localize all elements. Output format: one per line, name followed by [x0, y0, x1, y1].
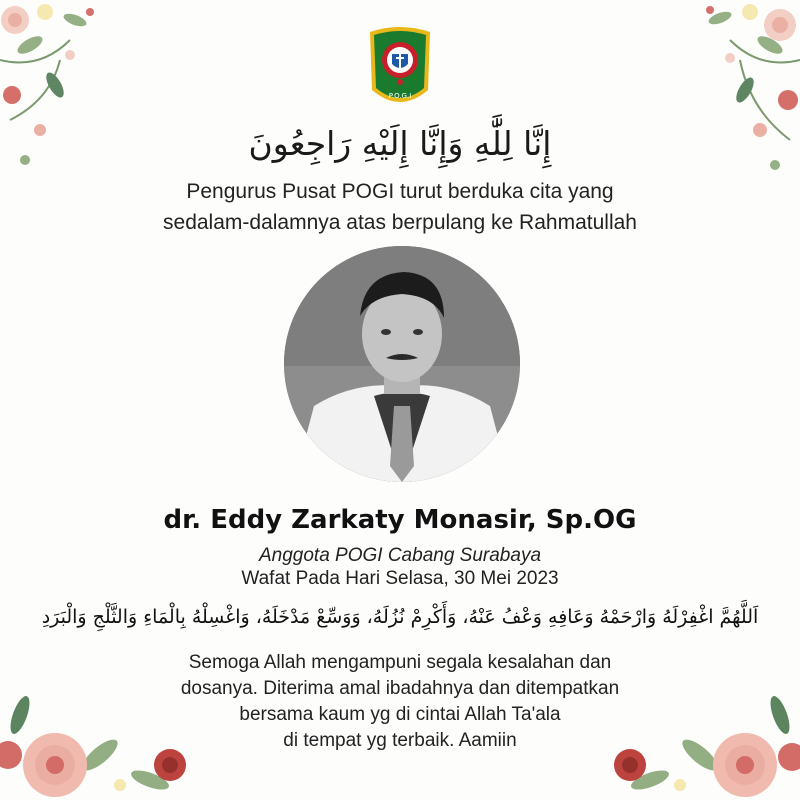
prayer-text	[130, 650, 670, 754]
prayer-line-2: dosanya. Diterima amal ibadahnya dan ditempatkan	[180, 678, 620, 699]
condolence-intro	[120, 176, 680, 238]
logo-abbr-text: P.O.G.I	[388, 92, 412, 100]
intro-line-1: Pengurus Pusat POGI turut berduka cita yang	[186, 180, 614, 203]
pogi-logo	[366, 24, 434, 112]
istirja-arabic-text: إِنَّا لِلَّٰهِ وَإِنَّا إِلَيْهِ رَاجِعُونَ	[248, 124, 552, 163]
deceased-name: dr. Eddy Zarkaty Monasir, Sp.OG	[163, 505, 637, 535]
prayer-line-1: Semoga Allah mengampuni segala kesalahan dan	[188, 652, 612, 673]
prayer-line-4: di tempat yg terbaik. Aamiin	[283, 730, 517, 751]
membership-text: Anggota POGI Cabang Surabaya	[258, 545, 542, 566]
doa-arabic-text: اَللَّهُمَّ اغْفِرْلَهُ وَارْحَمْهُ وَعَافِهِ وَعْفُ عَنْهُ، وَأَكْرِمْ نُزُلَهُ، وَوَسِّعْ مَدْخَلَهُ، وَاغْسِلْهُ بِالْمَاءِ وَالثَّلْجِ وَالْبَرَدِ	[41, 606, 759, 628]
prayer-line-3: bersama kaum yg di cintai Allah Ta'ala	[239, 704, 561, 725]
intro-line-2: sedalam-dalamnya atas berpulang ke Rahmatullah	[163, 211, 637, 234]
date-of-death-text: Wafat Pada Hari Selasa, 30 Mei 2023	[241, 568, 559, 589]
portrait-photo	[284, 246, 520, 482]
